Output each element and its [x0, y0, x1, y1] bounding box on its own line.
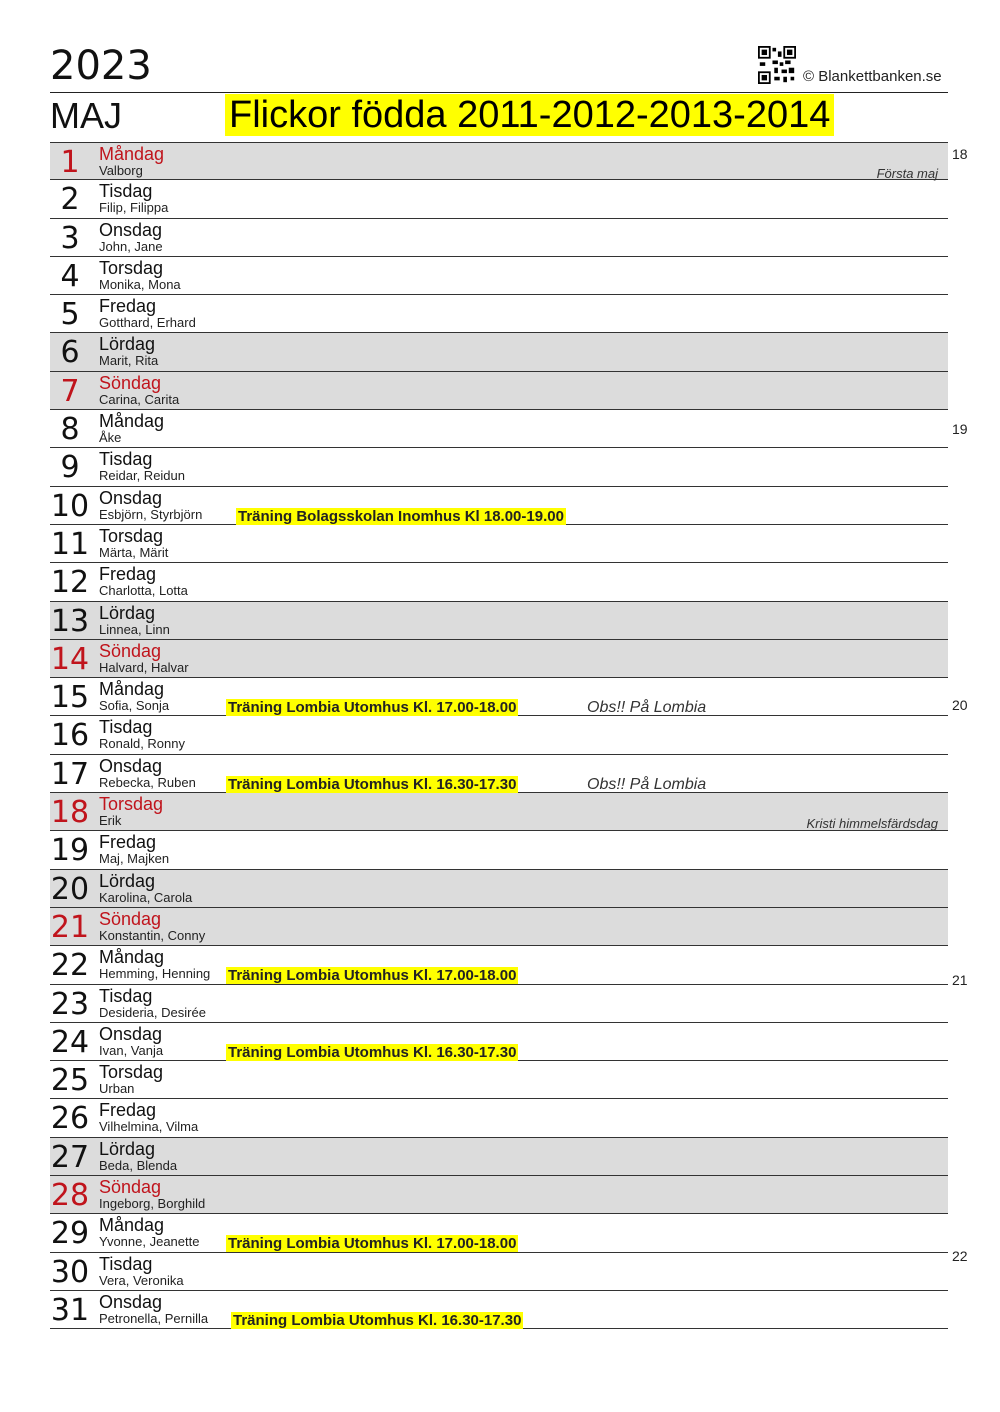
- day-number: 26: [50, 1101, 90, 1137]
- weekday-name: Onsdag: [99, 1291, 163, 1312]
- name-day-names: Monika, Mona: [99, 276, 181, 292]
- day-number: 28: [50, 1178, 90, 1214]
- weekday-name: Måndag: [99, 144, 165, 164]
- day-number: 27: [50, 1139, 90, 1175]
- training-event: Träning Lombia Utomhus Kl. 17.00-18.00: [228, 967, 517, 985]
- page-subtitle: Flickor födda 2011-2012-2013-2014: [225, 94, 834, 136]
- weekday-name: Torsdag: [99, 1062, 164, 1083]
- day-number: 6: [60, 335, 80, 371]
- month-heading: MAJ: [50, 95, 122, 136]
- weekday-name: Söndag: [99, 908, 162, 929]
- weekday-name: Lördag: [99, 1138, 156, 1159]
- week-number: 19: [952, 421, 968, 438]
- day-number: 14: [50, 641, 90, 677]
- day-row: [50, 1291, 948, 1329]
- name-day-names: Ronald, Ronny: [99, 736, 185, 752]
- day-row: [50, 870, 948, 908]
- weekday-name: Lördag: [99, 602, 156, 623]
- name-day-names: Ivan, Vanja: [99, 1042, 164, 1058]
- day-number: 18: [50, 795, 90, 831]
- day-number: 12: [50, 565, 90, 601]
- day-row: [50, 448, 948, 486]
- day-row: [50, 333, 948, 371]
- name-day-names: Beda, Blenda: [99, 1157, 178, 1173]
- day-number: 21: [50, 909, 90, 945]
- name-day-names: Ingeborg, Borghild: [99, 1196, 206, 1212]
- calendar-grid: [50, 142, 948, 1329]
- name-day-names: Maj, Majken: [99, 851, 170, 867]
- name-day-names: Märta, Märit: [99, 544, 169, 560]
- day-number: 10: [50, 488, 90, 524]
- name-day-names: Charlotta, Lotta: [99, 583, 188, 599]
- day-row: [50, 602, 948, 640]
- name-day-names: Vilhelmina, Vilma: [99, 1119, 199, 1135]
- weekday-name: Onsdag: [99, 1023, 163, 1044]
- day-row: [50, 1214, 948, 1252]
- name-day-names: Karolina, Carola: [99, 889, 193, 905]
- day-row: [50, 372, 948, 410]
- weekday-name: Tisdag: [99, 449, 153, 470]
- weekday-name: Tisdag: [99, 985, 153, 1006]
- weekday-name: Fredag: [99, 832, 157, 853]
- day-row: [50, 985, 948, 1023]
- weekday-name: Fredag: [99, 1100, 157, 1121]
- weekday-name: Söndag: [99, 640, 162, 661]
- day-number: 8: [60, 412, 80, 448]
- training-event: Träning Bolagsskolan Inomhus Kl 18.00-19.00: [238, 507, 564, 525]
- qr-code-icon: [758, 46, 796, 84]
- name-day-names: Vera, Veronika: [99, 1272, 184, 1288]
- weekday-name: Torsdag: [99, 257, 164, 278]
- name-day-names: Valborg: [99, 163, 143, 178]
- day-row: [50, 563, 948, 601]
- week-number: 21: [952, 972, 968, 989]
- weekday-name: Söndag: [99, 1177, 162, 1198]
- day-row: [50, 755, 948, 793]
- day-row: [50, 1253, 948, 1291]
- name-day-names: Esbjörn, Styrbjörn: [99, 506, 203, 522]
- day-number: 1: [60, 145, 80, 180]
- name-day-names: Marit, Rita: [99, 353, 159, 369]
- copyright-text: © Blankettbanken.se: [803, 68, 942, 85]
- holiday-label: Första maj: [876, 166, 938, 181]
- name-day-names: Rebecka, Ruben: [99, 774, 196, 790]
- day-row: [50, 1061, 948, 1099]
- name-day-names: Urban: [99, 1081, 135, 1097]
- holiday-label: Kristi himmelsfärdsdag: [806, 816, 938, 832]
- training-event: Träning Lombia Utomhus Kl. 17.00-18.00: [228, 1235, 517, 1253]
- day-row: [50, 295, 948, 333]
- day-number: 30: [50, 1254, 90, 1290]
- name-day-names: John, Jane: [99, 238, 163, 254]
- weekday-name: Tisdag: [99, 1253, 153, 1274]
- day-number: 2: [60, 182, 80, 218]
- weekday-name: Tisdag: [99, 181, 153, 202]
- day-number: 3: [60, 220, 80, 256]
- event-note: Obs!! På Lombia: [587, 699, 707, 717]
- training-event: Träning Lombia Utomhus Kl. 16.30-17.30: [228, 775, 517, 793]
- weekday-name: Onsdag: [99, 487, 163, 508]
- name-day-names: Erik: [99, 813, 122, 829]
- training-event: Träning Lombia Utomhus Kl. 16.30-17.30: [233, 1311, 522, 1329]
- day-row: [50, 525, 948, 563]
- day-row: [50, 678, 948, 716]
- day-row: [50, 1176, 948, 1214]
- year-heading: 2023: [50, 43, 152, 89]
- weekday-name: Lördag: [99, 870, 156, 891]
- week-number: 18: [952, 146, 968, 162]
- day-row: [50, 946, 948, 984]
- name-day-names: Carina, Carita: [99, 391, 180, 407]
- day-row: [50, 410, 948, 448]
- day-row: [50, 1138, 948, 1176]
- weekday-name: Måndag: [99, 679, 165, 700]
- weekday-name: Lördag: [99, 334, 156, 355]
- day-row: [50, 908, 948, 946]
- day-row: [50, 219, 948, 257]
- weekday-name: Måndag: [99, 947, 165, 968]
- day-row: [50, 831, 948, 869]
- name-day-names: Linnea, Linn: [99, 621, 170, 637]
- name-day-names: Åke: [99, 430, 122, 446]
- day-number: 11: [50, 526, 90, 562]
- day-number: 29: [50, 1216, 90, 1252]
- weekday-name: Torsdag: [99, 525, 164, 546]
- weekday-name: Fredag: [99, 564, 157, 585]
- day-number: 25: [50, 1063, 90, 1099]
- day-row: [50, 487, 948, 525]
- name-day-names: Sofia, Sonja: [99, 698, 170, 714]
- weekday-name: Söndag: [99, 372, 162, 393]
- day-number: 9: [60, 450, 80, 486]
- weekday-name: Onsdag: [99, 755, 163, 776]
- day-number: 13: [50, 603, 90, 639]
- day-number: 22: [50, 948, 90, 984]
- day-row: [50, 716, 948, 754]
- day-number: 20: [50, 871, 90, 907]
- name-day-names: Reidar, Reidun: [99, 468, 185, 484]
- day-number: 17: [50, 756, 90, 792]
- day-row: [50, 1099, 948, 1137]
- training-event: Träning Lombia Utomhus Kl. 16.30-17.30: [228, 1043, 517, 1061]
- name-day-names: Halvard, Halvar: [99, 659, 189, 675]
- day-row: [50, 1023, 948, 1061]
- day-number: 4: [60, 258, 80, 294]
- day-row: [50, 257, 948, 295]
- day-number: 7: [60, 373, 80, 409]
- name-day-names: Gotthard, Erhard: [99, 315, 196, 331]
- day-number: 5: [60, 297, 80, 333]
- name-day-names: Konstantin, Conny: [99, 927, 206, 943]
- day-row: [50, 640, 948, 678]
- day-row: [50, 793, 948, 831]
- top-rule: [50, 92, 948, 93]
- name-day-names: Desideria, Desirée: [99, 1004, 206, 1020]
- weekday-name: Torsdag: [99, 794, 164, 815]
- day-number: 23: [50, 986, 90, 1022]
- weekday-name: Onsdag: [99, 219, 163, 240]
- name-day-names: Petronella, Pernilla: [99, 1310, 209, 1326]
- week-number: 22: [952, 1247, 968, 1264]
- day-number: 15: [50, 680, 90, 716]
- day-number: 24: [50, 1024, 90, 1060]
- weekday-name: Fredag: [99, 296, 157, 317]
- day-row: [50, 180, 948, 218]
- weekday-name: Tisdag: [99, 717, 153, 738]
- week-number: 20: [952, 696, 968, 713]
- day-number: 19: [50, 833, 90, 869]
- weekday-name: Måndag: [99, 411, 165, 432]
- weekday-name: Måndag: [99, 1215, 165, 1236]
- day-row: [50, 142, 948, 180]
- day-number: 31: [50, 1292, 90, 1328]
- day-number: 16: [50, 718, 90, 754]
- event-note: Obs!! På Lombia: [587, 775, 707, 793]
- name-day-names: Hemming, Henning: [99, 966, 211, 982]
- training-event: Träning Lombia Utomhus Kl. 17.00-18.00: [228, 699, 517, 717]
- name-day-names: Yvonne, Jeanette: [99, 1234, 200, 1250]
- name-day-names: Filip, Filippa: [99, 200, 169, 216]
